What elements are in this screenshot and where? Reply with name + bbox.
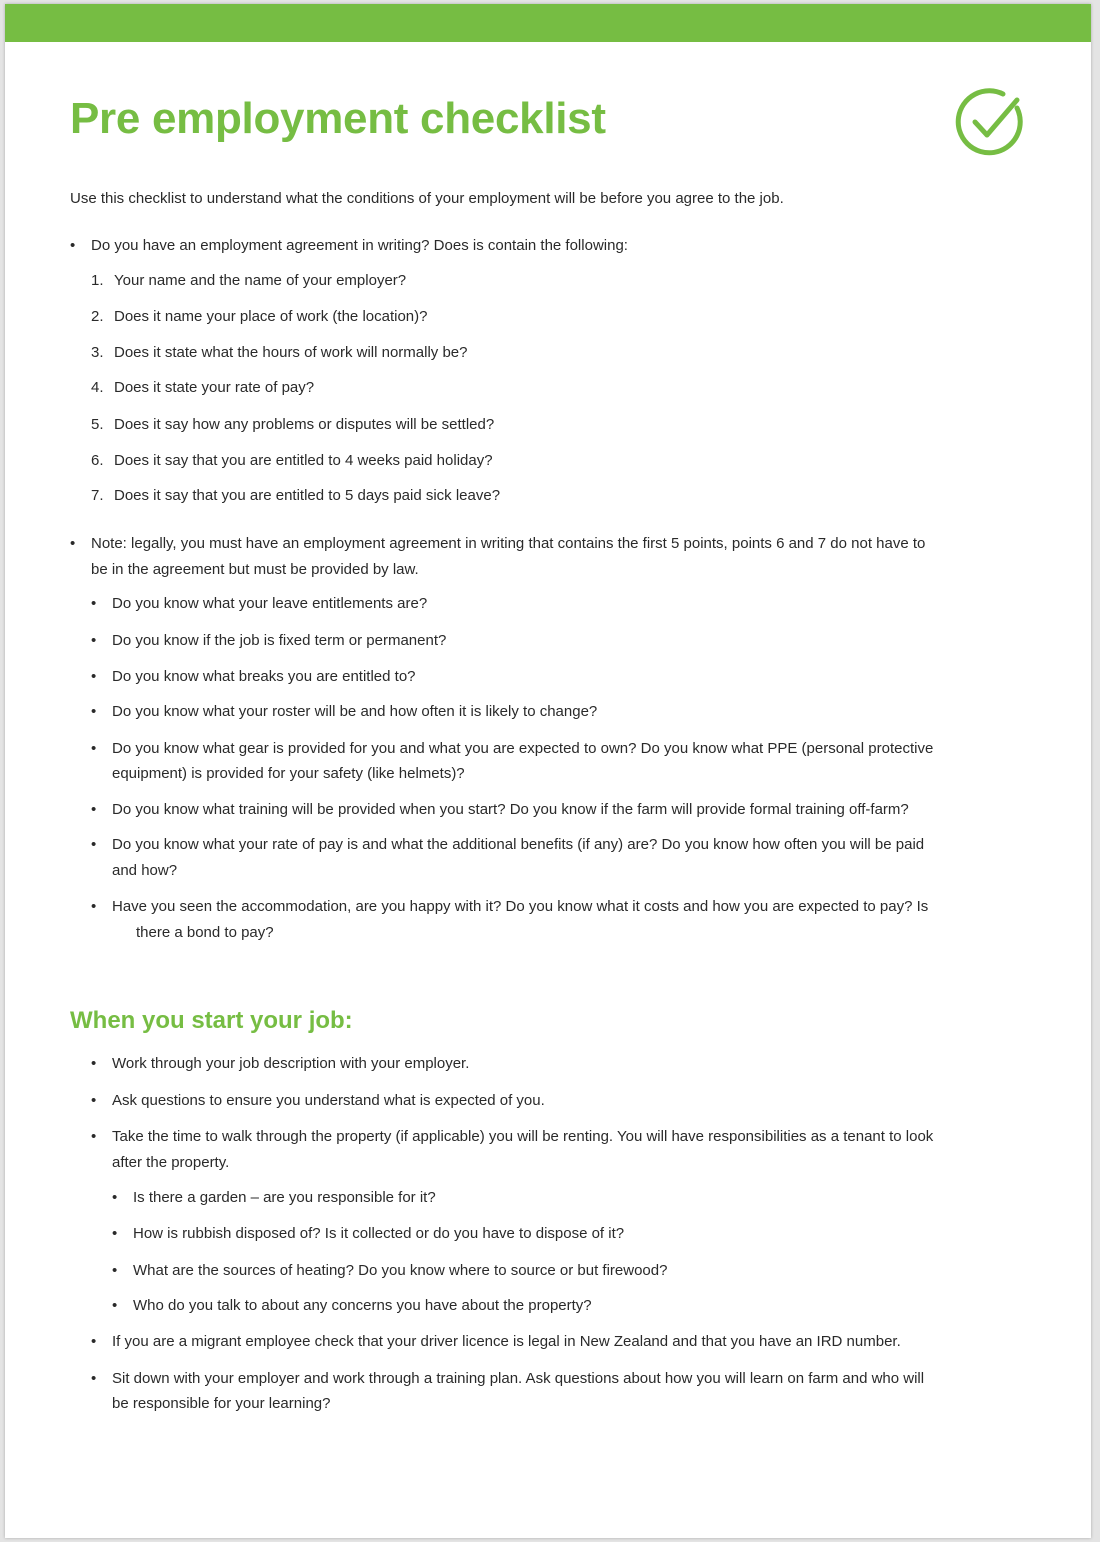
number-marker: 2.	[91, 308, 104, 325]
property-item: What are the sources of heating? Do you know where to source or but firewood?	[133, 1262, 668, 1279]
bullet-marker: •	[112, 1225, 118, 1242]
start-item: Sit down with your employer and work through a training plan. Ask questions about how you will learn on farm and who will	[112, 1370, 925, 1387]
agreement-item: Does it state your rate of pay?	[114, 379, 315, 396]
bullet-marker: •	[91, 898, 97, 915]
checklist-item: Do you know what your leave entitlements are?	[112, 595, 428, 612]
checklist-item: Do you know what training will be provided when you start? Do you know if the farm will provide formal training off-farm?	[112, 801, 909, 818]
bullet-marker: •	[70, 237, 76, 254]
bullet-marker: •	[91, 1333, 97, 1350]
note-line: Note: legally, you must have an employment agreement in writing that contains the first 5 points, points 6 and 7 do not have to	[91, 535, 926, 552]
checklist-item-continued: equipment) is provided for your safety (like helmets)?	[112, 765, 465, 782]
agreement-item: Does it say that you are entitled to 5 days paid sick leave?	[114, 487, 501, 504]
agreement-item: Does it name your place of work (the location)?	[114, 308, 428, 325]
start-item: Work through your job description with your employer.	[112, 1055, 470, 1072]
checklist-item: Do you know what your roster will be and how often it is likely to change?	[112, 703, 598, 720]
document-page	[5, 4, 1091, 1538]
bullet-marker: •	[70, 535, 76, 552]
bullet-marker: •	[91, 801, 97, 818]
checklist-item: Do you know if the job is fixed term or permanent?	[112, 632, 447, 649]
checklist-item: Do you know what gear is provided for you and what you are expected to own? Do you know what PPE (personal protective	[112, 740, 934, 757]
property-item: Is there a garden – are you responsible for it?	[133, 1189, 436, 1206]
checklist-item: Do you know what your rate of pay is and what the additional benefits (if any) are? Do you know how often you will be paid	[112, 836, 925, 853]
bullet-marker: •	[91, 1128, 97, 1145]
start-item-continued: after the property.	[112, 1154, 230, 1171]
section-heading: When you start your job:	[70, 1007, 353, 1034]
number-marker: 3.	[91, 344, 104, 361]
bullet-marker: •	[91, 668, 97, 685]
bullet-marker: •	[91, 632, 97, 649]
agreement-item: Does it say that you are entitled to 4 weeks paid holiday?	[114, 452, 493, 469]
bullet-marker: •	[112, 1297, 118, 1314]
number-marker: 4.	[91, 379, 104, 396]
bullet-marker: •	[91, 1055, 97, 1072]
start-item: Take the time to walk through the property (if applicable) you will be renting. You will have responsibilities as a tenant to look	[112, 1128, 934, 1145]
note-line: be in the agreement but must be provided by law.	[91, 561, 419, 578]
start-item: If you are a migrant employee check that your driver licence is legal in New Zealand and that you have an IRD number.	[112, 1333, 901, 1350]
checklist-item-continued: there a bond to pay?	[136, 924, 274, 941]
property-item: Who do you talk to about any concerns you have about the property?	[133, 1297, 592, 1314]
number-marker: 5.	[91, 416, 104, 433]
bullet-marker: •	[112, 1189, 118, 1206]
bullet-marker: •	[91, 740, 97, 757]
page-title: Pre employment checklist	[70, 94, 606, 143]
agreement-item: Your name and the name of your employer?	[114, 272, 407, 289]
checklist-item-continued: and how?	[112, 862, 178, 879]
checklist-item: Have you seen the accommodation, are you happy with it? Do you know what it costs and how you are expected to pay? Is	[112, 898, 929, 915]
header-accent-bar	[5, 4, 1091, 42]
bullet-marker: •	[91, 1370, 97, 1387]
start-item: Ask questions to ensure you understand what is expected of you.	[112, 1092, 545, 1109]
bullet-marker: •	[91, 836, 97, 853]
agreement-item: Does it say how any problems or disputes will be settled?	[114, 416, 495, 433]
checklist-item: Do you know what breaks you are entitled to?	[112, 668, 416, 685]
number-marker: 1.	[91, 272, 104, 289]
intro-text: Use this checklist to understand what the conditions of your employment will be before you agree to the job.	[70, 190, 784, 207]
agreement-item: Does it state what the hours of work will normally be?	[114, 344, 468, 361]
bullet-marker: •	[91, 1092, 97, 1109]
bullet-marker: •	[91, 703, 97, 720]
bullet-marker: •	[112, 1262, 118, 1279]
check-circle-icon	[955, 86, 1027, 158]
bullet-marker: •	[91, 595, 97, 612]
number-marker: 6.	[91, 452, 104, 469]
agreement-question: Do you have an employment agreement in writing? Does is contain the following:	[91, 237, 628, 254]
start-item-continued: be responsible for your learning?	[112, 1395, 331, 1412]
number-marker: 7.	[91, 487, 104, 504]
property-item: How is rubbish disposed of? Is it collected or do you have to dispose of it?	[133, 1225, 625, 1242]
